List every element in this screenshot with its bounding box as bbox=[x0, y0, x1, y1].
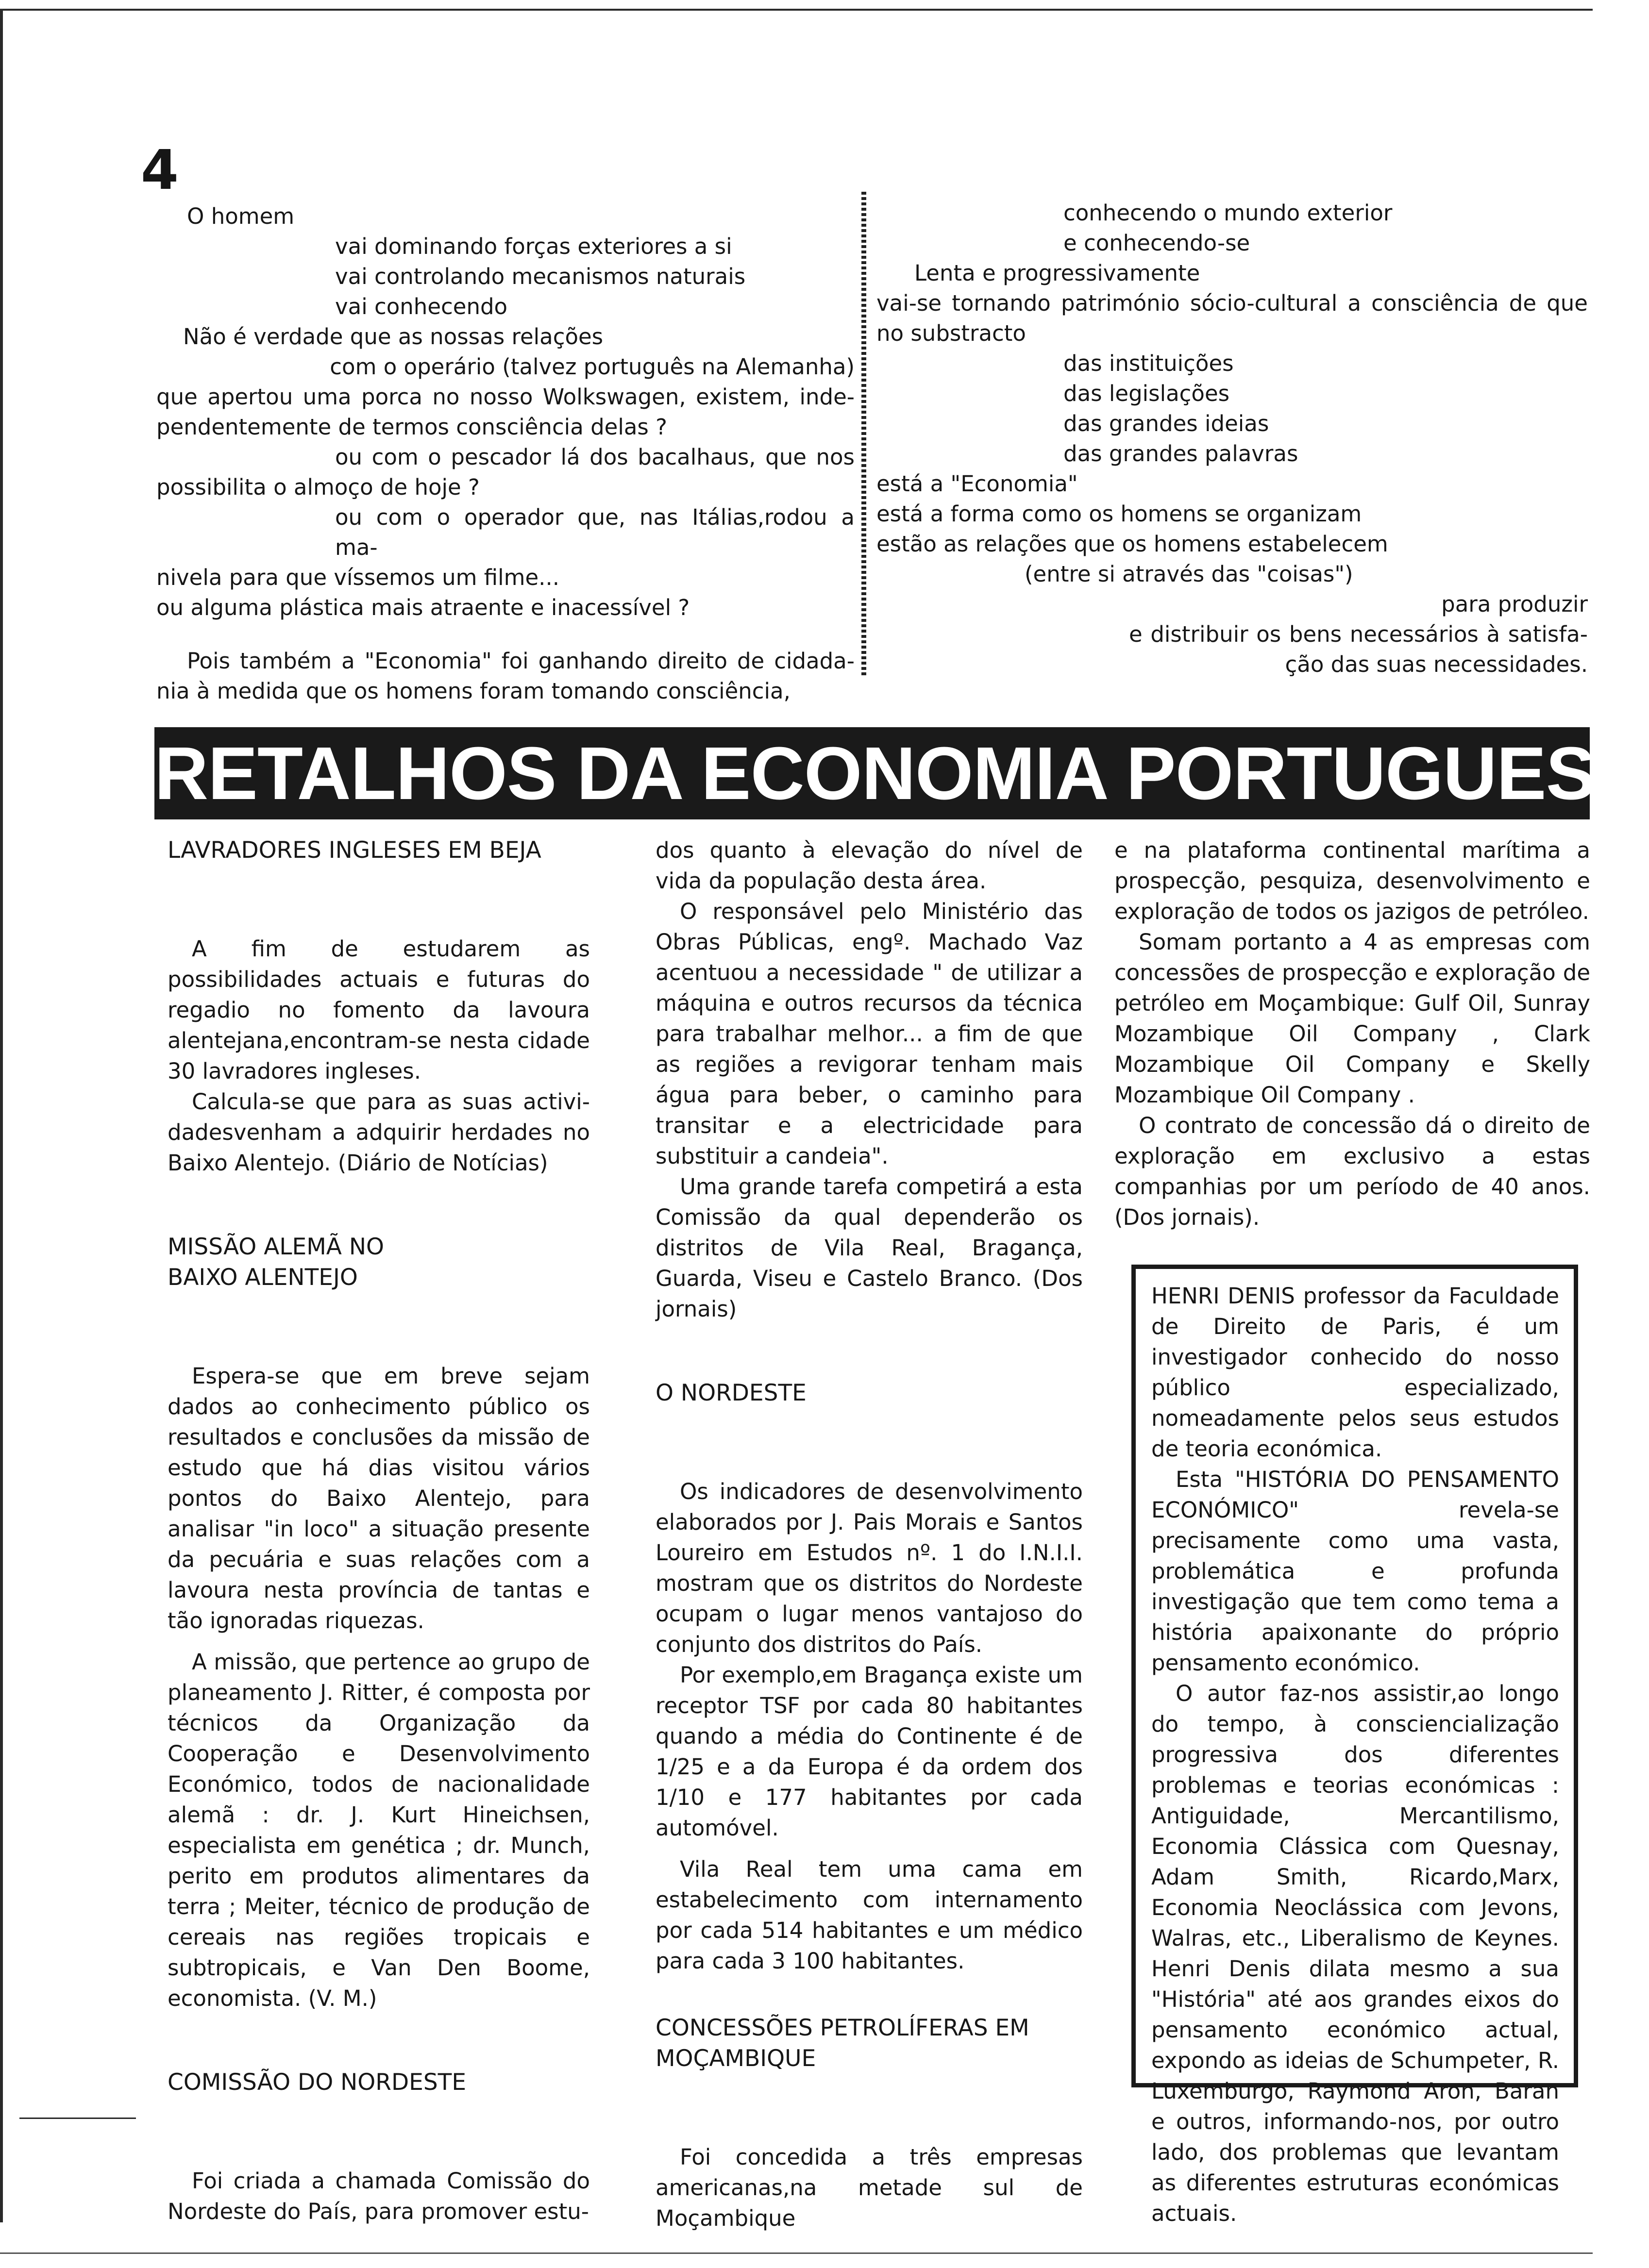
article-paragraph: Espera-se que em breve sejam dados ao conhecimento público os resultados e conclusões da missão de estudo que há dias visitou vários pontos do Baixo Alentejo, para analisar "in loco" a situação presente da pecuária e suas relações com a lavoura nesta província de tantas e tão ignoradas riquezas. bbox=[168, 1363, 590, 1634]
poem-line: pendentemente de termos consciência delas ? bbox=[156, 414, 668, 440]
article-heading: O NORDESTE bbox=[656, 1380, 807, 1406]
article-paragraph: A fim de estudarem as possibilidades actuais e futuras do regadio no fomento da lavoura alentejana,encontram-se nesta cidade 30 lavradores ingleses. bbox=[168, 936, 590, 1084]
poem-line: das legislações bbox=[1063, 381, 1230, 406]
poem-line: das grandes ideias bbox=[1063, 411, 1269, 436]
poem-left-column bbox=[156, 201, 855, 706]
poem-line: Não é verdade que as nossas relações bbox=[183, 324, 604, 350]
poem-line: e conhecendo-se bbox=[1063, 230, 1250, 256]
poem-line: para produzir bbox=[1441, 591, 1588, 617]
article-paragraph: e na plataforma continental marítima a prospecção, pesquiza, desenvolvimento e exploração de todos os jazigos de petróleo. bbox=[1114, 837, 1590, 924]
poem-line: vai conhecendo bbox=[335, 294, 508, 319]
article-paragraph: Foi concedida a três empresas americanas,na metade sul de Moçambique bbox=[656, 2144, 1083, 2231]
poem-line: e distribuir os bens necessários à satisfa- bbox=[1129, 621, 1588, 647]
article-paragraph: A missão, que pertence ao grupo de planeamento J. Ritter, é composta por técnicos da Organização da Cooperação e Desenvolvimento Económico, todos de nacionalidade alemã : dr. J. Kurt Hineichsen, especialista em genética ; dr. Munch, perito em produtos alimentares da terra ; Meiter, técnico de produção de cereais nas regiões tropicais e subtropicais, e Van Den Boome, economista. (V. M.) bbox=[168, 1649, 590, 2011]
article-paragraph: Por exemplo,em Bragança existe um receptor TSF por cada 80 habitantes quando a média do Continente é de 1/25 e a da Europa é da ordem dos 1/10 e 177 habitantes por cada automóvel. bbox=[656, 1662, 1083, 1841]
section-banner-title: RETALHOS DA ECONOMIA PORTUGUESA bbox=[154, 727, 1590, 819]
poem-line: (entre si através das "coisas") bbox=[1025, 561, 1353, 587]
poem-line: está a "Economia" bbox=[876, 471, 1078, 497]
poem-line: das instituições bbox=[1063, 350, 1234, 376]
article-heading: MISSÃO ALEMÃ NO bbox=[168, 1234, 385, 1260]
poem-line: ção das suas necessidades. bbox=[1285, 651, 1588, 677]
article-paragraph: dos quanto à elevação do nível de vida da população desta área. bbox=[656, 837, 1083, 894]
article-paragraph: Vila Real tem uma cama em estabelecimento com internamento por cada 514 habitantes e um médico para cada 3 100 habitantes. bbox=[656, 1856, 1083, 1974]
poem-line: das grandes palavras bbox=[1063, 441, 1298, 467]
poem-line: vai dominando forças exteriores a si bbox=[335, 233, 732, 259]
poem-right-column bbox=[876, 198, 1588, 680]
article-heading: BAIXO ALENTEJO bbox=[168, 1264, 358, 1291]
poem-line: nivela para que víssemos um filme... bbox=[156, 565, 560, 590]
poem-line: ou alguma plástica mais atraente e inacessível ? bbox=[156, 595, 690, 620]
column-divider bbox=[861, 192, 866, 677]
article-paragraph: Calcula-se que para as suas actividadesvenham a adquirir herdades no Baixo Alentejo. (Diário de Notícias) bbox=[168, 1089, 590, 1176]
article-column-2 bbox=[656, 835, 1083, 2234]
article-paragraph: Uma grande tarefa competirá a esta Comissão da qual dependerão os distritos de Vila Real, Bragança, Guarda, Viseu e Castelo Branco. (Dos jornais) bbox=[656, 1174, 1083, 1322]
poem-line: está a forma como os homens se organizam bbox=[876, 501, 1362, 527]
poem-line: ou com o pescador lá dos bacalhaus, que nos bbox=[335, 444, 855, 470]
review-paragraph: Esta "HISTÓRIA DO PENSAMENTO ECONÓMICO" revela-se precisamente como uma vasta, problemática e profunda investigação que tem como tema a história apaixonante do próprio pensamento económico. bbox=[1151, 1467, 1559, 1676]
article-paragraph: O responsável pelo Ministério das Obras Públicas, engº. Machado Vaz acentuou a necessidade " de utilizar a máquina e outros recursos da técnica para trabalhar melhor... a fim de que as regiões a revigorar tenham mais água para beber, o caminho para transitar e a electricidade para substituir a candeia". bbox=[656, 899, 1083, 1169]
article-heading: LAVRADORES INGLESES EM BEJA bbox=[168, 837, 541, 864]
poem-line: vai-se tornando património sócio-cultural a consciência de que bbox=[876, 290, 1588, 316]
poem-line: com o operário (talvez português na Alemanha) bbox=[330, 354, 855, 380]
margin-rule bbox=[19, 2118, 136, 2119]
article-heading: CONCESSÕES PETROLÍFERAS EM MOÇAMBIQUE bbox=[656, 2015, 1029, 2072]
poem-line: ou com o operador que, nas Itálias,rodou a ma- bbox=[335, 504, 855, 560]
article-heading: COMISSÃO DO NORDESTE bbox=[168, 2069, 467, 2096]
page-frame-top bbox=[0, 9, 1593, 11]
page-frame-bottom bbox=[0, 2252, 1593, 2254]
poem-line: Lenta e progressivamente bbox=[914, 260, 1200, 286]
review-paragraph: HENRI DENIS professor da Faculdade de Direito de Paris, é um investigador conhecido do nosso público especializado, nomeadamente pelos seus estudos de teoria económica. bbox=[1151, 1283, 1559, 1462]
poem-line: no substracto bbox=[876, 320, 1026, 346]
poem-line: possibilita o almoço de hoje ? bbox=[156, 474, 480, 500]
poem-line: vai controlando mecanismos naturais bbox=[335, 264, 746, 289]
poem-line: que apertou uma porca no nosso Wolkswagen, existem, inde- bbox=[156, 384, 855, 410]
book-review-box bbox=[1131, 1265, 1578, 2226]
article-paragraph: O contrato de concessão dá o direito de exploração em exclusivo a estas companhias por um período de 40 anos. (Dos jornais). bbox=[1114, 1113, 1590, 1230]
page-frame-left bbox=[0, 9, 3, 2222]
poem-line: nia à medida que os homens foram tomando consciência, bbox=[156, 678, 791, 704]
poem-line: Pois também a "Economia" foi ganhando direito de cidada- bbox=[187, 648, 855, 674]
poem-line: conhecendo o mundo exterior bbox=[1063, 200, 1393, 226]
poem-line: estão as relações que os homens estabelecem bbox=[876, 531, 1388, 557]
article-column-3 bbox=[1114, 835, 1590, 1233]
article-paragraph: Os indicadores de desenvolvimento elaborados por J. Pais Morais e Santos Loureiro em Estudos nº. 1 do I.N.I.I. mostram que os distritos do Nordeste ocupam o lugar menos vantajoso do conjunto dos distritos do País. bbox=[656, 1479, 1083, 1657]
review-paragraph: O autor faz-nos assistir,ao longo do tempo, à consciencialização progressiva dos diferentes problemas e teorias económicas : Antiguidade, Mercantilismo, Economia Clássica com Quesnay, Adam Smith, Ricardo,Marx, Economia Neoclássica com Jevons, Walras, etc., Liberalismo de Keynes. Henri Denis dilata mesmo a sua "História" até aos grandes eixos do pensamento económico actual, expondo as ideias de Schumpeter, R. Luxemburgo, Raymond Aron, Baran e outros, informando-nos, por outro lado, dos problemas que levantam as diferentes estruturas económicas actuais. bbox=[1151, 1681, 1559, 2226]
page-number: 4 bbox=[141, 139, 179, 202]
poem-line: O homem bbox=[187, 203, 295, 229]
article-paragraph: Foi criada a chamada Comissão do Nordeste do País, para promover estu- bbox=[168, 2168, 590, 2224]
article-column-1 bbox=[168, 835, 590, 2227]
article-paragraph: Somam portanto a 4 as empresas com concessões de prospecção e exploração de petróleo em Moçambique: Gulf Oil, Sunray Mozambique Oil Company , Clark Mozambique Oil Company e Skelly Mozambique Oil Company . bbox=[1114, 929, 1590, 1108]
